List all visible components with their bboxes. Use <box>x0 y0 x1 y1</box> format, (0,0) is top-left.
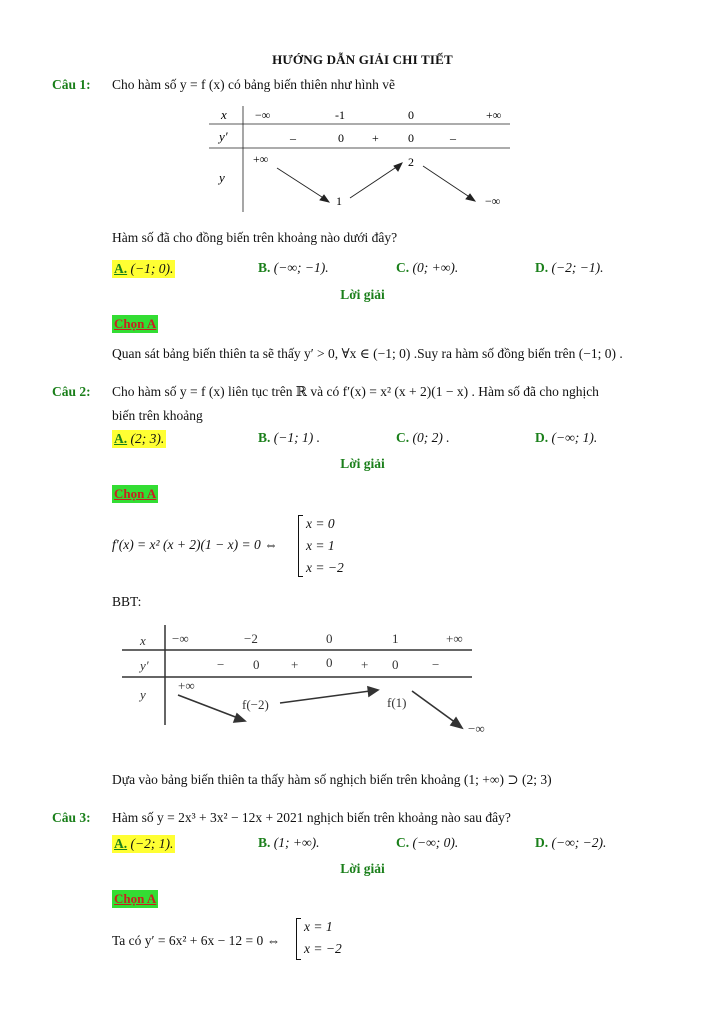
t1-x-val: −∞ <box>255 108 271 122</box>
q2-case: x = 0 <box>306 516 335 531</box>
q3-case: x = −2 <box>304 941 342 956</box>
t2-x-val: −∞ <box>172 631 189 646</box>
t2-y-val: f(−2) <box>242 697 269 712</box>
q2-case: x = −2 <box>306 560 344 575</box>
t2-y-label: y <box>140 687 146 702</box>
t2-x-label: x <box>140 633 146 648</box>
question-2-number: Câu 2: <box>52 384 91 399</box>
page-title: HƯỚNG DẪN GIẢI CHI TIẾT <box>272 52 453 67</box>
t1-x-val: 0 <box>408 108 414 122</box>
t1-sign: 0 <box>408 131 414 145</box>
q1-option-a[interactable]: A. (−1; 0). <box>114 261 174 276</box>
t2-sign: + <box>291 657 299 672</box>
question-2-text-line1: Cho hàm số y = f (x) liên tục trên ℝ và có f′(x) = x² (x + 2)(1 − x) . Hàm số đã cho nghịch <box>112 384 599 399</box>
question-1-prompt: Hàm số đã cho đồng biến trên khoảng nào dưới đây? <box>112 230 398 245</box>
t1-y-label: y <box>219 170 225 185</box>
q3-solution-heading: Lời giải <box>340 861 385 876</box>
q2-solution-heading: Lời giải <box>340 456 385 471</box>
q3-answer-badge: Chọn A <box>114 891 157 906</box>
q1-answer-badge: Chọn A <box>114 316 157 331</box>
t2-y-val: −∞ <box>468 721 485 736</box>
t2-sign: − <box>432 657 440 672</box>
t1-x-label: x <box>221 107 227 122</box>
t2-yp-label: y′ <box>140 658 149 673</box>
q2-option-a[interactable]: A. (2; 3). <box>114 431 165 446</box>
q3-option-b[interactable]: B. (1; +∞). <box>258 835 320 850</box>
t1-sign: + <box>372 131 379 145</box>
q2-bbt-label: BBT: <box>112 594 142 609</box>
q3-option-d[interactable]: D. (−∞; −2). <box>535 835 607 850</box>
t1-y-val: −∞ <box>485 194 501 208</box>
question-1-text: Cho hàm số y = f (x) có bảng biến thiên như hình vẽ <box>112 77 396 92</box>
t1-y-val: 1 <box>336 194 342 208</box>
t1-sign: – <box>450 131 456 145</box>
t1-sign: 0 <box>338 131 344 145</box>
q1-solution-heading: Lời giải <box>340 287 385 302</box>
q2-option-d[interactable]: D. (−∞; 1). <box>535 430 598 445</box>
t2-x-val: −2 <box>244 631 258 646</box>
question-3-text: Hàm số y = 2x³ + 3x² − 12x + 2021 nghịch biến trên khoảng nào sau đây? <box>112 810 511 825</box>
t1-yp-label: y′ <box>219 129 228 144</box>
question-3-number: Câu 3: <box>52 810 91 825</box>
variation-table-1 <box>205 104 515 214</box>
t2-sign: − <box>217 657 225 672</box>
q2-conclusion: Dựa vào bảng biến thiên ta thấy hàm số nghịch biến trên khoảng (1; +∞) ⊃ (2; 3) <box>112 772 552 787</box>
q3-equation: Ta có y′ = 6x² + 6x − 12 = 0 ⇔ <box>112 933 281 948</box>
t2-x-val: 1 <box>392 631 399 646</box>
question-1-number: Câu 1: <box>52 77 91 92</box>
t2-arrows <box>178 687 462 728</box>
q2-answer-badge: Chọn A <box>114 486 157 501</box>
t1-sign: – <box>290 131 296 145</box>
t2-x-val: 0 <box>326 631 333 646</box>
q3-option-a[interactable]: A. (−2; 1). <box>114 836 174 851</box>
q2-option-b[interactable]: B. (−1; 1) . <box>258 430 320 445</box>
t2-y-val: +∞ <box>178 678 195 693</box>
t1-y-val: 2 <box>408 155 414 169</box>
question-2-text-line2: biến trên khoảng <box>112 408 203 423</box>
q3-option-c[interactable]: C. (−∞; 0). <box>396 835 459 850</box>
t2-sign: 0 <box>253 657 260 672</box>
t2-sign: + <box>361 657 369 672</box>
variation-table-2 <box>120 625 485 743</box>
t1-arrows <box>277 163 475 202</box>
t1-x-val: -1 <box>335 108 345 122</box>
q2-option-c[interactable]: C. (0; 2) . <box>396 430 450 445</box>
q1-option-c[interactable]: C. (0; +∞). <box>396 260 459 275</box>
t1-x-val: +∞ <box>486 108 502 122</box>
q1-option-d[interactable]: D. (−2; −1). <box>535 260 604 275</box>
q2-case: x = 1 <box>306 538 335 553</box>
q2-cases-bracket <box>298 515 303 577</box>
t2-x-val: +∞ <box>446 631 463 646</box>
t1-y-val: +∞ <box>253 152 269 166</box>
t2-sign: 0 <box>392 657 399 672</box>
q1-option-b[interactable]: B. (−∞; −1). <box>258 260 329 275</box>
q3-cases-bracket <box>296 918 301 960</box>
t2-sign: 0 <box>326 655 333 670</box>
q1-explanation: Quan sát bảng biến thiên ta sẽ thấy y′ > 0, ∀x ∈ (−1; 0) .Suy ra hàm số đồng biến trên (−1; 0) . <box>112 346 623 361</box>
q3-case: x = 1 <box>304 919 333 934</box>
t2-y-val: f(1) <box>387 695 407 710</box>
q2-equation: f′(x) = x² (x + 2)(1 − x) = 0 ⇔ <box>112 537 278 552</box>
